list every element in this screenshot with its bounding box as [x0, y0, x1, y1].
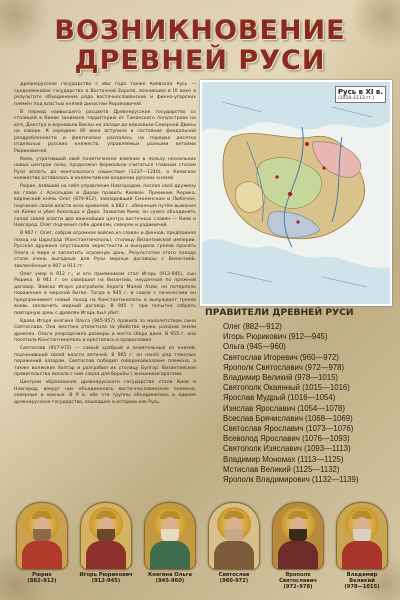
text-paragraph: Киев, утративший своё политическое влияние в пользу нескольких новых центров силы, продолжал формально считаться главным столом Руси вплоть до монгольского нашествия (1237—1240), а Киевское княжество оставалось в коллективном владении русских князей. [14, 156, 196, 181]
portrait-years: (972–978) [283, 584, 313, 591]
ruler-item: Ярополк Святославич (972—978) [223, 362, 345, 372]
ruler-item: Владимир Великий (978—1015) [223, 373, 339, 383]
page-title [0, 16, 400, 76]
portrait-caption [270, 572, 326, 591]
text-paragraph: Олег умер в 912 г., и его приемником стал Игорь (912-945), сын Рюрика. В 941 г. он совершил на Византию, неудачный по прежней договор. Войско Игоря разграбило берега Малой Азии, но потерпело поражение в морской битве. Тогда в 945 г. в союзе с печенегами он предпринимает новый поход на Константинополь и вынуждает греков вновь заключить мирный договор. В 945 г. при попытке собрать повторную дань с древлян Игорь был убит. [14, 271, 196, 316]
text-paragraph: Древнерусское государство с 882 года также Киевская Русь — средневековое государство в Восточной Европе, возникшее в IX веке в результате объединения ряда восточнославянских и финно-угорских племён под властью князей династии Рюриковичей. [14, 82, 196, 107]
history-text [14, 82, 196, 492]
ruler-item: Изяслав Ярославич (1054—1078) [223, 403, 345, 413]
map-label-subtitle: (1054–1113 гг.) [337, 96, 375, 101]
historical-map [200, 80, 392, 306]
ruler-item: Всеслав Брячиславич (1068—1069) [223, 413, 353, 423]
text-paragraph: Рюрик, взявший на себя управление Новгородом, послал своё дружину во главе с Аскольдом и Диром править Киевом. Преемник Рюрика, варяжский князь Олег (879-912), завладевший Смоленском и Любечем, подчинил своей власти всех кривичей, в 882 г. обманным путём выманил из Киева и убил Аскольда и Дира. Захватив Киев, он сумел объединить силой своей власти два важнейших центра восточных славян — Киев и Новгород. Олег подчинил себе древлян, северян и радимичей. [14, 184, 196, 228]
portrait-years: (945-960) [155, 578, 185, 585]
portrait-years: (978—1015) [344, 584, 380, 591]
portrait-card [142, 502, 198, 598]
ruler-item: Ярослав Мудрый (1016—1054) [223, 393, 336, 403]
portrait-caption [219, 572, 250, 584]
rulers-heading: ПРАВИТЕЛИ ДРЕВНЕЙ РУСИ [205, 307, 354, 318]
portrait-name: Ярополк Святославич [279, 572, 317, 585]
portrait-card [334, 502, 390, 598]
portrait-name: Святослав [218, 572, 250, 578]
title-line-2: ДРЕВНЕЙ РУСИ [74, 45, 326, 76]
portraits-row [14, 502, 390, 598]
portrait-name: Княгиня Ольга [148, 572, 192, 578]
portrait-caption [28, 572, 57, 584]
ruler-item: Владимир Мономах (1113—1125) [223, 454, 344, 464]
portrait-name: Рюрик [32, 572, 52, 578]
portrait-image [336, 502, 388, 570]
portrait-caption [79, 572, 132, 584]
portrait-card [14, 502, 70, 598]
portrait-image [16, 502, 68, 570]
portrait-years: (912-945) [91, 578, 121, 585]
ruler-item: Ярополк Владимирович (1132—1139) [223, 475, 359, 485]
portrait-name: Игорь Рюрикович [79, 572, 133, 578]
portrait-card [270, 502, 326, 598]
map-label [335, 86, 386, 103]
portrait-years: (960-972) [219, 578, 249, 585]
portrait-image [144, 502, 196, 570]
portrait-card [78, 502, 134, 598]
portrait-years: (882–912) [27, 578, 57, 585]
rulers-list [223, 322, 398, 485]
map-graphic [202, 82, 390, 304]
portrait-image [80, 502, 132, 570]
portrait-card [206, 502, 262, 598]
ruler-item: Всеволод Ярославич (1076—1093) [223, 434, 350, 444]
text-paragraph: Святослав (957-972) — самый храбрый и влиятельный из князей, подчинивший своей власти вятичей. В 965 г. он нанёс ряд тяжелых поражений хазарам. Святослав победил северокавказские племена, а также волжских болгар и разграбил их столицу Булгар. Византийское правительство искало с ним союза для борьбы с внешними врагами. [14, 346, 196, 377]
portrait-caption [334, 572, 390, 591]
text-paragraph: В 907 г. Олег, собрав огромное войско из славян и финнов, предпринял поход на Царьград (Константинополь), столицу Византийской империи. Русская дружина опустошила окрестности и вынудила греков просить Олега о мире и заплатить огромную дань. Результатом этого похода стали очень выгодные для Руси мирные договоры с Византией, заключённые в 907 и 911 гг. [14, 231, 196, 269]
ruler-item: Святослав Игоревич (960—972) [223, 352, 339, 362]
ruler-item: Святополк Изяславич (1093—1113) [223, 444, 351, 454]
portrait-name: Владимир Великий [346, 572, 378, 585]
ruler-item: Игорь Рюрикович (912—945) [223, 332, 328, 342]
ruler-item: Ольга (945—960) [223, 342, 286, 352]
map-label-title: Русь в XI в. [337, 88, 383, 96]
portrait-image [272, 502, 324, 570]
ruler-item: Мстислав Великий (1125—1132) [223, 464, 340, 474]
text-paragraph: Вдова Игоря княгиня Ольга (945-957) правила за малолетством сына Святослава. Она жестоко отомстила за убийство мужа, разорив земли древлян. Ольга упорядочила размеры и места сбора дани. В 955 г. она посетила Константинополь и крестилась в православие. [14, 318, 196, 343]
ruler-item: Святополк Окаянный (1015—1016) [223, 383, 350, 393]
title-line-1: ВОЗНИКНОВЕНИЕ [54, 15, 346, 46]
portrait-image [208, 502, 260, 570]
ruler-item: Олег (882—912) [223, 322, 282, 331]
text-paragraph: В период наивысшего расцвета Древнерусское государство со столицей в Киеве занимало территорию от Таманского полуострова на юге, Днестра и верховьев Вислы на западе до верховьев Северной Двины на севере. К середине XII века вступило в состояние феодальной раздробленности и фактически распалось на порядка десятка отдельных русских княжеств, управляемых разными ветвями Рюриковичей. [14, 109, 196, 154]
text-paragraph: Центром образования древнерусского государства стали Киев и Новгород, вокруг них объединились восточнославянские племена, северные и южные. В 9 в. обе эти группы объединились в единое древнерусское государство, вошедшее в историю как Русь. [14, 380, 196, 405]
portrait-caption [148, 572, 192, 584]
ruler-item: Святослав Ярославич (1073—1076) [223, 424, 354, 434]
